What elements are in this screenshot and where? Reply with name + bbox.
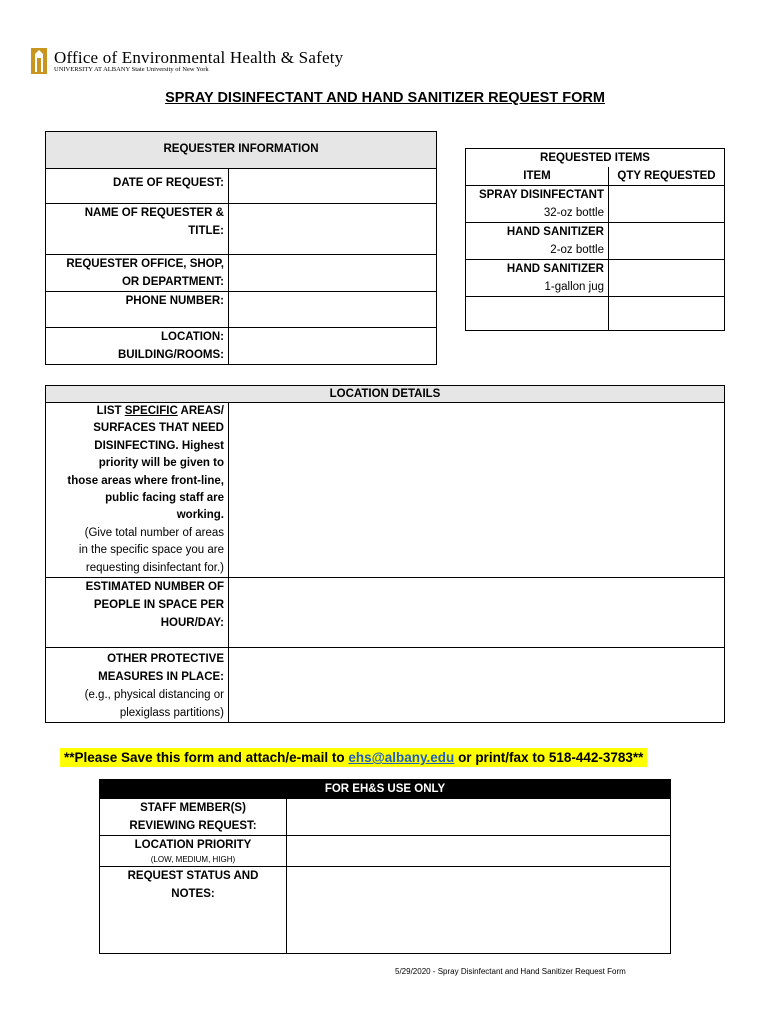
phone-field[interactable] [229, 292, 437, 328]
email-link[interactable]: ehs@albany.edu [348, 750, 455, 765]
areas-note-line: in the specific space you are [78, 544, 224, 557]
people-label [46, 578, 229, 648]
notice-prefix: **Please Save this form and attach/e-mail to [64, 750, 349, 765]
item-name: HAND SANITIZER [506, 226, 604, 238]
priority-field[interactable] [287, 836, 671, 867]
submission-notice [60, 748, 647, 767]
item-row [466, 186, 609, 223]
areas-label-line: LIST SPECIFIC AREAS/ [96, 405, 224, 417]
staff-label-line: REVIEWING REQUEST: [129, 820, 257, 832]
areas-label [46, 403, 229, 578]
protective-label [46, 648, 229, 723]
item-name: HAND SANITIZER [506, 263, 604, 275]
date-label: DATE OF REQUEST: [46, 169, 229, 204]
priority-label [100, 836, 287, 867]
item-row [466, 223, 609, 260]
ehs-use-table [99, 779, 671, 954]
staff-field[interactable] [287, 799, 671, 836]
qty-field[interactable] [609, 186, 725, 223]
staff-label [100, 799, 287, 836]
status-label-line: NOTES: [171, 888, 215, 900]
footer-text: 5/29/2020 - Spray Disinfectant and Hand Sanitizer Request Form [395, 967, 626, 976]
location-label [46, 328, 229, 365]
status-field[interactable] [287, 867, 671, 954]
protective-label-line: OTHER PROTECTIVE [107, 653, 224, 666]
specific-underline: SPECIFIC [124, 405, 178, 417]
form-title: SPRAY DISINFECTANT AND HAND SANITIZER REQUEST FORM [165, 90, 605, 106]
qty-field[interactable] [609, 223, 725, 260]
people-label-line: PEOPLE IN SPACE PER [93, 599, 224, 612]
item-size: 1-gallon jug [544, 281, 604, 293]
areas-field[interactable] [229, 403, 725, 578]
ehs-section-title: FOR EH&S USE ONLY [100, 780, 671, 799]
item-extra-field[interactable] [466, 297, 609, 331]
requester-section-title: REQUESTER INFORMATION [46, 132, 437, 169]
protective-field[interactable] [229, 648, 725, 723]
areas-label-line: those areas where front-line, [67, 474, 224, 487]
item-row [466, 260, 609, 297]
people-field[interactable] [229, 578, 725, 648]
status-label [100, 867, 287, 954]
office-field[interactable] [229, 255, 437, 292]
people-label-line: HOUR/DAY: [160, 617, 224, 630]
requester-table [45, 131, 437, 365]
qty-field[interactable] [609, 260, 725, 297]
location-details-title: LOCATION DETAILS [46, 386, 725, 403]
name-label-line: TITLE: [188, 225, 224, 237]
areas-note-line: requesting disinfectant for.) [85, 561, 224, 574]
status-label-line: REQUEST STATUS AND [127, 870, 259, 882]
col-item: ITEM [466, 167, 609, 186]
item-size: 32-oz bottle [543, 207, 604, 219]
qty-field[interactable] [609, 297, 725, 331]
protective-note-line: plexiglass partitions) [119, 707, 224, 720]
areas-label-line: working. [176, 509, 224, 522]
location-field[interactable] [229, 328, 437, 365]
office-label-line: OR DEPARTMENT: [121, 276, 224, 288]
protective-label-line: MEASURES IN PLACE: [98, 671, 224, 684]
name-field[interactable] [229, 204, 437, 255]
date-field[interactable] [229, 169, 437, 204]
office-name: Office of Environmental Health & Safety [54, 48, 344, 67]
people-label-line: ESTIMATED NUMBER OF [85, 581, 224, 594]
name-label [46, 204, 229, 255]
staff-label-line: STAFF MEMBER(S) [140, 802, 246, 814]
areas-label-line: SURFACES THAT NEED [93, 422, 224, 435]
location-label-line: LOCATION: [160, 331, 224, 343]
items-table [465, 148, 725, 331]
name-label-line: NAME OF REQUESTER & [84, 207, 224, 219]
notice-suffix: or print/fax to 518-442-3783** [454, 750, 644, 765]
priority-hint: (LOW, MEDIUM, HIGH) [150, 855, 236, 864]
office-label-line: REQUESTER OFFICE, SHOP, [66, 258, 224, 270]
priority-label-line: LOCATION PRIORITY [134, 839, 252, 851]
university-line: UNIVERSITY AT ALBANY State University of New York [54, 66, 209, 73]
col-qty: QTY REQUESTED [609, 167, 725, 186]
location-label-line: BUILDING/ROOMS: [117, 349, 224, 361]
location-details-table [45, 385, 725, 723]
areas-note-line: (Give total number of areas [84, 526, 224, 539]
protective-note-line: (e.g., physical distancing or [84, 689, 224, 702]
phone-label: PHONE NUMBER: [46, 292, 229, 328]
areas-label-line: priority will be given to [98, 457, 224, 470]
ehs-logo-icon [30, 46, 50, 76]
areas-label-line: DISINFECTING. Highest [94, 439, 224, 452]
item-size: 2-oz bottle [550, 244, 604, 256]
areas-label-line: public facing staff are [105, 492, 224, 505]
items-section-title: REQUESTED ITEMS [466, 149, 725, 168]
office-label [46, 255, 229, 292]
item-name: SPRAY DISINFECTANT [478, 189, 604, 201]
